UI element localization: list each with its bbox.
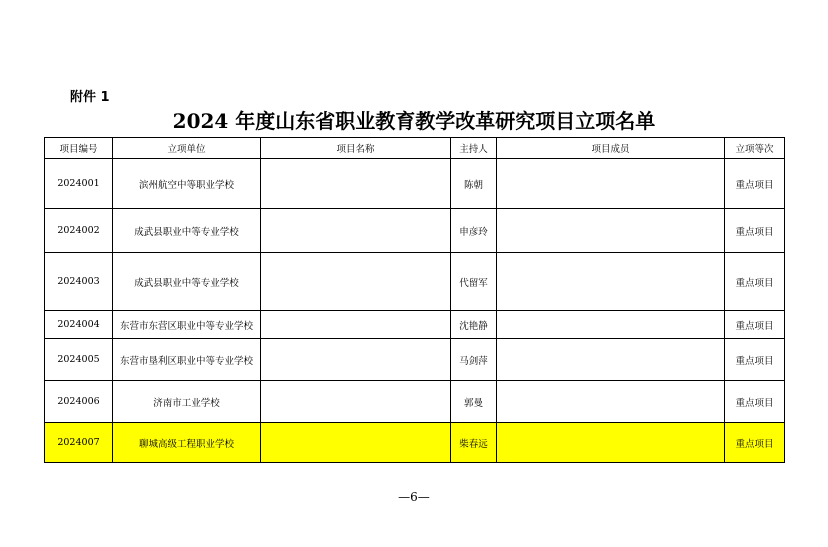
table-row	[45, 381, 785, 423]
cell-unit: 济南市工业学校	[113, 381, 261, 423]
attachment-label: 附件 1	[70, 90, 110, 105]
cell-project-id: 2024003	[45, 253, 113, 311]
cell-level: 重点项目	[725, 159, 785, 209]
cell-project-id: 2024006	[45, 381, 113, 423]
cell-project-name	[261, 339, 451, 381]
cell-project-id: 2024004	[45, 311, 113, 339]
cell-host: 马剑萍	[451, 339, 497, 381]
cell-project-name	[261, 253, 451, 311]
cell-level: 重点项目	[725, 253, 785, 311]
table-row	[45, 209, 785, 253]
cell-project-name	[261, 311, 451, 339]
cell-project-id: 2024002	[45, 209, 113, 253]
cell-project-id: 2024007	[45, 423, 113, 463]
cell-host: 申彦玲	[451, 209, 497, 253]
cell-unit: 成武县职业中等专业学校	[113, 209, 261, 253]
cell-level: 重点项目	[725, 423, 785, 463]
cell-members	[497, 311, 725, 339]
cell-members	[497, 423, 725, 463]
project-table	[44, 137, 785, 463]
table-row	[45, 311, 785, 339]
cell-members	[497, 381, 725, 423]
cell-level: 重点项目	[725, 209, 785, 253]
cell-level: 重点项目	[725, 339, 785, 381]
table-row	[45, 159, 785, 209]
cell-host: 陈朝	[451, 159, 497, 209]
table-row	[45, 253, 785, 311]
cell-members	[497, 339, 725, 381]
cell-host: 代留军	[451, 253, 497, 311]
cell-level: 重点项目	[725, 381, 785, 423]
cell-project-id: 2024001	[45, 159, 113, 209]
cell-unit: 聊城高级工程职业学校	[113, 423, 261, 463]
cell-project-name	[261, 381, 451, 423]
cell-project-name	[261, 423, 451, 463]
header-members: 项目成员	[497, 138, 725, 159]
cell-project-name	[261, 209, 451, 253]
page-number: —6—	[398, 490, 430, 504]
cell-unit: 东营市东营区职业中等专业学校	[113, 311, 261, 339]
header-project-name: 项目名称	[261, 138, 451, 159]
header-unit: 立项单位	[113, 138, 261, 159]
table-header-row	[45, 138, 785, 159]
cell-host: 郭曼	[451, 381, 497, 423]
cell-unit: 成武县职业中等专业学校	[113, 253, 261, 311]
header-project-id: 项目编号	[45, 138, 113, 159]
cell-members	[497, 209, 725, 253]
cell-project-id: 2024005	[45, 339, 113, 381]
cell-unit: 滨州航空中等职业学校	[113, 159, 261, 209]
table-row	[45, 423, 785, 463]
cell-project-name	[261, 159, 451, 209]
cell-host: 沈艳静	[451, 311, 497, 339]
document-title: 2024 年度山东省职业教育教学改革研究项目立项名单	[172, 109, 656, 133]
cell-host: 柴春远	[451, 423, 497, 463]
cell-members	[497, 253, 725, 311]
header-host: 主持人	[451, 138, 497, 159]
cell-members	[497, 159, 725, 209]
cell-level: 重点项目	[725, 311, 785, 339]
header-level: 立项等次	[725, 138, 785, 159]
table-row	[45, 339, 785, 381]
cell-unit: 东营市垦利区职业中等专业学校	[113, 339, 261, 381]
